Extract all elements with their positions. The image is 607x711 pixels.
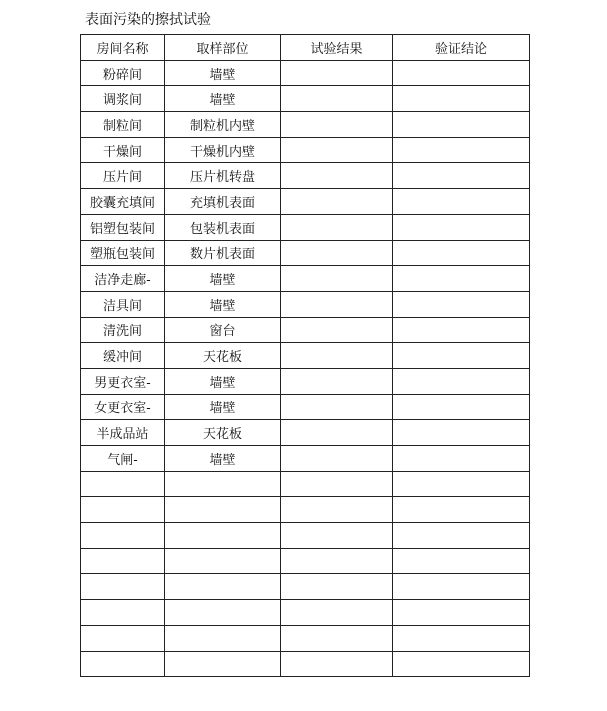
cell-test-result xyxy=(281,317,393,343)
header-sampling-site: 取样部位 xyxy=(165,35,281,61)
cell-room-name: 半成品站 xyxy=(81,420,165,446)
cell-verification-conclusion xyxy=(393,291,530,317)
cell-sampling-site: 墙壁 xyxy=(165,60,281,86)
cell-verification-conclusion xyxy=(393,189,530,215)
table-row xyxy=(81,523,530,549)
cell-room-name xyxy=(81,574,165,600)
cell-test-result xyxy=(281,137,393,163)
cell-test-result xyxy=(281,471,393,497)
cell-sampling-site: 天花板 xyxy=(165,420,281,446)
cell-verification-conclusion xyxy=(393,163,530,189)
table-header-row xyxy=(81,35,530,61)
cell-room-name: 塑瓶包装间 xyxy=(81,240,165,266)
cell-test-result xyxy=(281,291,393,317)
cell-test-result xyxy=(281,574,393,600)
table-row xyxy=(81,651,530,677)
table-row xyxy=(81,420,530,446)
table-row xyxy=(81,266,530,292)
cell-sampling-site: 干燥机内壁 xyxy=(165,137,281,163)
cell-verification-conclusion xyxy=(393,112,530,138)
cell-verification-conclusion xyxy=(393,651,530,677)
cell-verification-conclusion xyxy=(393,240,530,266)
table-row xyxy=(81,137,530,163)
cell-test-result xyxy=(281,112,393,138)
cell-room-name xyxy=(81,471,165,497)
cell-test-result xyxy=(281,86,393,112)
table-row xyxy=(81,214,530,240)
cell-verification-conclusion xyxy=(393,574,530,600)
cell-room-name: 调浆间 xyxy=(81,86,165,112)
table-row xyxy=(81,343,530,369)
cell-sampling-site: 窗台 xyxy=(165,317,281,343)
cell-sampling-site xyxy=(165,574,281,600)
cell-room-name xyxy=(81,548,165,574)
cell-sampling-site: 压片机转盘 xyxy=(165,163,281,189)
cell-room-name: 缓冲间 xyxy=(81,343,165,369)
cell-sampling-site: 墙壁 xyxy=(165,266,281,292)
cell-test-result xyxy=(281,625,393,651)
cell-sampling-site: 制粒机内壁 xyxy=(165,112,281,138)
cell-room-name xyxy=(81,651,165,677)
cell-test-result xyxy=(281,266,393,292)
cell-verification-conclusion xyxy=(393,600,530,626)
cell-test-result xyxy=(281,497,393,523)
cell-test-result xyxy=(281,189,393,215)
cell-verification-conclusion xyxy=(393,625,530,651)
table-row xyxy=(81,497,530,523)
cell-room-name xyxy=(81,625,165,651)
cell-room-name xyxy=(81,523,165,549)
cell-sampling-site xyxy=(165,471,281,497)
cell-verification-conclusion xyxy=(393,368,530,394)
table-row xyxy=(81,394,530,420)
table-row xyxy=(81,446,530,472)
cell-sampling-site: 墙壁 xyxy=(165,291,281,317)
cell-room-name: 干燥间 xyxy=(81,137,165,163)
cell-room-name: 制粒间 xyxy=(81,112,165,138)
cell-verification-conclusion xyxy=(393,137,530,163)
cell-verification-conclusion xyxy=(393,446,530,472)
cell-sampling-site: 墙壁 xyxy=(165,86,281,112)
cell-verification-conclusion xyxy=(393,266,530,292)
cell-test-result xyxy=(281,368,393,394)
cell-test-result xyxy=(281,420,393,446)
cell-test-result xyxy=(281,446,393,472)
cell-verification-conclusion xyxy=(393,497,530,523)
cell-test-result xyxy=(281,651,393,677)
cell-sampling-site xyxy=(165,600,281,626)
cell-verification-conclusion xyxy=(393,317,530,343)
table-row xyxy=(81,600,530,626)
cell-sampling-site xyxy=(165,548,281,574)
cell-sampling-site: 充填机表面 xyxy=(165,189,281,215)
cell-room-name: 女更衣室- xyxy=(81,394,165,420)
table-row xyxy=(81,368,530,394)
table-row xyxy=(81,291,530,317)
cell-test-result xyxy=(281,523,393,549)
cell-room-name: 胶囊充填间 xyxy=(81,189,165,215)
cell-sampling-site: 天花板 xyxy=(165,343,281,369)
cell-room-name: 铝塑包装间 xyxy=(81,214,165,240)
cell-room-name: 洁净走廊- xyxy=(81,266,165,292)
cell-test-result xyxy=(281,548,393,574)
cell-sampling-site xyxy=(165,497,281,523)
cell-sampling-site: 墙壁 xyxy=(165,446,281,472)
table-row xyxy=(81,189,530,215)
cell-test-result xyxy=(281,240,393,266)
cell-sampling-site: 墙壁 xyxy=(165,368,281,394)
table-row xyxy=(81,317,530,343)
cell-test-result xyxy=(281,343,393,369)
cell-sampling-site xyxy=(165,523,281,549)
cell-test-result xyxy=(281,600,393,626)
table-row xyxy=(81,471,530,497)
cell-test-result xyxy=(281,394,393,420)
cell-room-name: 洁具间 xyxy=(81,291,165,317)
cell-room-name xyxy=(81,600,165,626)
header-verification-conclusion: 验证结论 xyxy=(393,35,530,61)
document-title: 表面污染的擦拭试验 xyxy=(85,12,211,28)
table-row xyxy=(81,625,530,651)
cell-verification-conclusion xyxy=(393,394,530,420)
cell-sampling-site: 墙壁 xyxy=(165,394,281,420)
cell-verification-conclusion xyxy=(393,343,530,369)
table-row xyxy=(81,574,530,600)
table-row xyxy=(81,548,530,574)
cell-verification-conclusion xyxy=(393,420,530,446)
table-row xyxy=(81,240,530,266)
cell-verification-conclusion xyxy=(393,86,530,112)
cell-verification-conclusion xyxy=(393,471,530,497)
cell-test-result xyxy=(281,163,393,189)
swab-test-table xyxy=(80,34,530,677)
table-row xyxy=(81,112,530,138)
cell-sampling-site: 数片机表面 xyxy=(165,240,281,266)
cell-sampling-site: 包装机表面 xyxy=(165,214,281,240)
cell-sampling-site xyxy=(165,625,281,651)
cell-room-name: 男更衣室- xyxy=(81,368,165,394)
table-row xyxy=(81,60,530,86)
cell-test-result xyxy=(281,60,393,86)
cell-room-name: 压片间 xyxy=(81,163,165,189)
header-test-result: 试验结果 xyxy=(281,35,393,61)
table-row xyxy=(81,163,530,189)
cell-room-name: 粉碎间 xyxy=(81,60,165,86)
cell-verification-conclusion xyxy=(393,548,530,574)
table-row xyxy=(81,86,530,112)
cell-verification-conclusion xyxy=(393,523,530,549)
header-room-name: 房间名称 xyxy=(81,35,165,61)
cell-room-name: 清洗间 xyxy=(81,317,165,343)
cell-room-name: 气闸- xyxy=(81,446,165,472)
cell-test-result xyxy=(281,214,393,240)
cell-room-name xyxy=(81,497,165,523)
cell-sampling-site xyxy=(165,651,281,677)
cell-verification-conclusion xyxy=(393,60,530,86)
cell-verification-conclusion xyxy=(393,214,530,240)
